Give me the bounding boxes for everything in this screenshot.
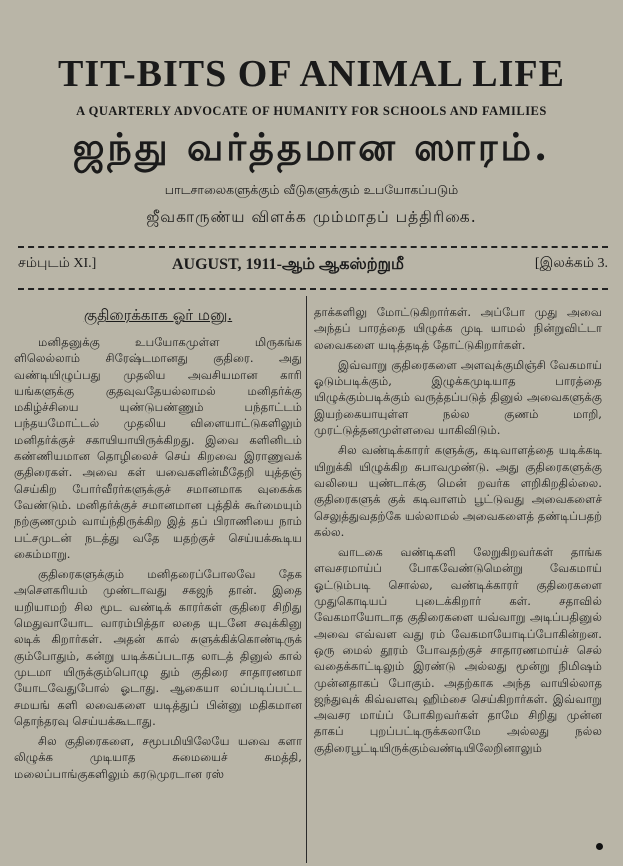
masthead-title: TIT-BITS OF ANIMAL LIFE — [58, 53, 565, 95]
article-paragraph: தாக்களிலு மோட்டுகிறார்கள். அப்போ முது அவை அந்தப் பாரத்தை யிழுக்க முடி யாமல் நின்றுவிட்டா லவைகளை யடித்தடித் தோட்டுகிறார்கள். — [314, 305, 602, 352]
article-paragraph: குதிரைகளுக்கும் மனிதரைப்போலவே தேக அசௌகரியம் முண்டாவது சகஜந் தான். இதை யறியாமற் சில மூட வண்டிக் காரர்கள் குதிரை சிறிது மெதுவாயோட வாரம்பித்தா லதை யுடனே சவுக்கினு லடிக் கிறார்கள். அதன் கால் சுளுக்கிக்கொண்டிருக் கும்போதும், கன்று யடிக்கப்படாத லாடத் தினுல் கால் முடமா யிருக்கும்பொழு தும் குதிரை சாதாரணமா யோடவேதுபோல் ஓடாது. ஆகையா லப்படிப்பட்ட சமயங் களி லவைகளை யடித்துப் பின்னு மதிகமான தொந்தரவு செய்யக்கூடாது. — [14, 567, 302, 728]
bottom-dashed-rule — [18, 288, 608, 290]
column-divider — [306, 296, 307, 863]
article-paragraph: சில வண்டிக்காரர் களுக்கு, கடிவாளத்தை யடிக்கடி யிறுக்கி யிழுக்கிற சுபாவமுண்டு. அது குதிரைகளுக்கு வலியை யுண்டாக்கு மென் றவர்க ளறிகிறதில்லை. குதிரைகளுக் குக் கடிவாளம் பூட்டுவது அவைகளைச் செலுத்துவதற்கே யல்லாமல் அவைகளைத் தண்டிப்பதற் கல்ல. — [314, 443, 602, 539]
article-left-column — [14, 306, 302, 866]
article-paragraph: மனிதனுக்கு உபயோகமுள்ள மிருகங்க ளிலெல்லாம் சிரேஷ்டமானது குதிரை. அது வண்டியிழுப்பது முதலிய அவசியமான காரி யங்களுக்கு குதவுவதேயல்லாமல் மனிதர்க்கு மகிழ்ச்சியை யுண்டுபண்ணும் பந்தாட்டம் பந்தயமோட்டல் முதலிய விளையாட்டுகளிலும் மனிதர்க்குச் சகாயியாயிருக்கிறது. இவை களினிடம் கண்ணியமான தொழிலைச் செய் கிறவை இராணுவக் குதிரைகள். அவை கள் யவைகளின்மீதேறி யுத்தஞ் செய்கிற போர்வீரர்களுக்குச் சமானமாக வுகைக்க வேண்டும். மனிதர்க்குச் சமானமான புத்திக் கூர்மையும் நற்குணமும் வாய்ந்திருக்கிற இத் தப் பிராணியை நாம் பட்சமுடன் நடத்து வதே யதற்குச் செய்யக்கூடிய கைம்மாறு. — [14, 335, 302, 561]
article-paragraph: சில குதிரைகளை, சமூபமியிலேயே யவை களா லிழுக்க முடியாத சுமையைச் சுமத்தி, மலைப்பாங்குகளிலும் கரடுமுரடான ரஸ் — [14, 734, 302, 781]
article-paragraph: இவ்வாறு குதிரைகளை அளவுக்குமிஞ்சி வேகமாய் ஓடும்படிக்கும், இழுக்கமுடியாத பாரத்தை யிழுக்கும்படிக்கும் வருத்தப்படுத் தினுல் அவைகளுக்கு இயற்கையாயுள்ள நல்ல குணம் மாறி, முரட்டுத்தனமுள்ளவை யாகிவிடும். — [314, 357, 602, 438]
ink-spot — [596, 843, 603, 850]
article-paragraph: வாடகை வண்டிகளி லேறுகிறவர்கள் தாங்க ளவசரமாய்ப் போகவேண்டுமென்று வேகமாய் ஓட்டும்படி சொல்ல, வண்டிக்காரர் குதிரைகளை முதுகொடியப் புடைக்கிறார் கள். சதாவில் வேகமாயோடாத குதிரைகளை யவ்வாறு அடிப்பதினுல் அவை எவ்வள வது ரம் வேகமாயோடிப்போகின்றன. ஒரு மைல் தூரம் போவதற்குச் சாதாரணமாய்ச் செல் வதைக்காட்டிலும் இரண்டு அல்லது மூன்று நிமிஷம் முன்னதாகப் போகும். அதற்காக அந்த வாயில்லாத ஜந்துவுக் கிவ்வளவு ஹிம்சை செய்கிறார்கள். இவ்வாறு அவசர மாய்ப் போகிறவர்கள் தாமே சிறிது முன்ன தாகப் புறப்பட்டிருக்கலாமே அல்லது நல்ல குதிரைபூட்டியிருக்கும்வண்டியிலேறினாலும் — [314, 545, 602, 755]
volume-label: சம்புடம் XI.] — [18, 256, 97, 271]
tamil-subtitle-line-2: ஜீவகாருண்ய விளக்க மும்மாதப் பத்திரிகை. — [146, 208, 477, 226]
issue-date: AUGUST, 1911-ஆம் ஆகஸ்ற்றுமீ — [172, 256, 404, 273]
masthead-subtitle: A QUARTERLY ADVOCATE OF HUMANITY FOR SCHOOLS AND FAMILIES — [76, 104, 547, 118]
article-right-column — [314, 304, 602, 864]
issue-info-line — [18, 256, 608, 278]
issue-number: [இலக்கம் 3. — [534, 256, 608, 271]
top-dashed-rule — [18, 246, 608, 248]
article-title: குதிரைக்காக ஓர் மனு. — [83, 306, 233, 324]
tamil-masthead-title: ஜந்து வர்த்தமான ஸாரம். — [72, 124, 551, 169]
tamil-subtitle-line-1: பாடசாலைகளுக்கும் வீடுகளுக்கும் உபயோகப்படும் — [164, 182, 459, 197]
